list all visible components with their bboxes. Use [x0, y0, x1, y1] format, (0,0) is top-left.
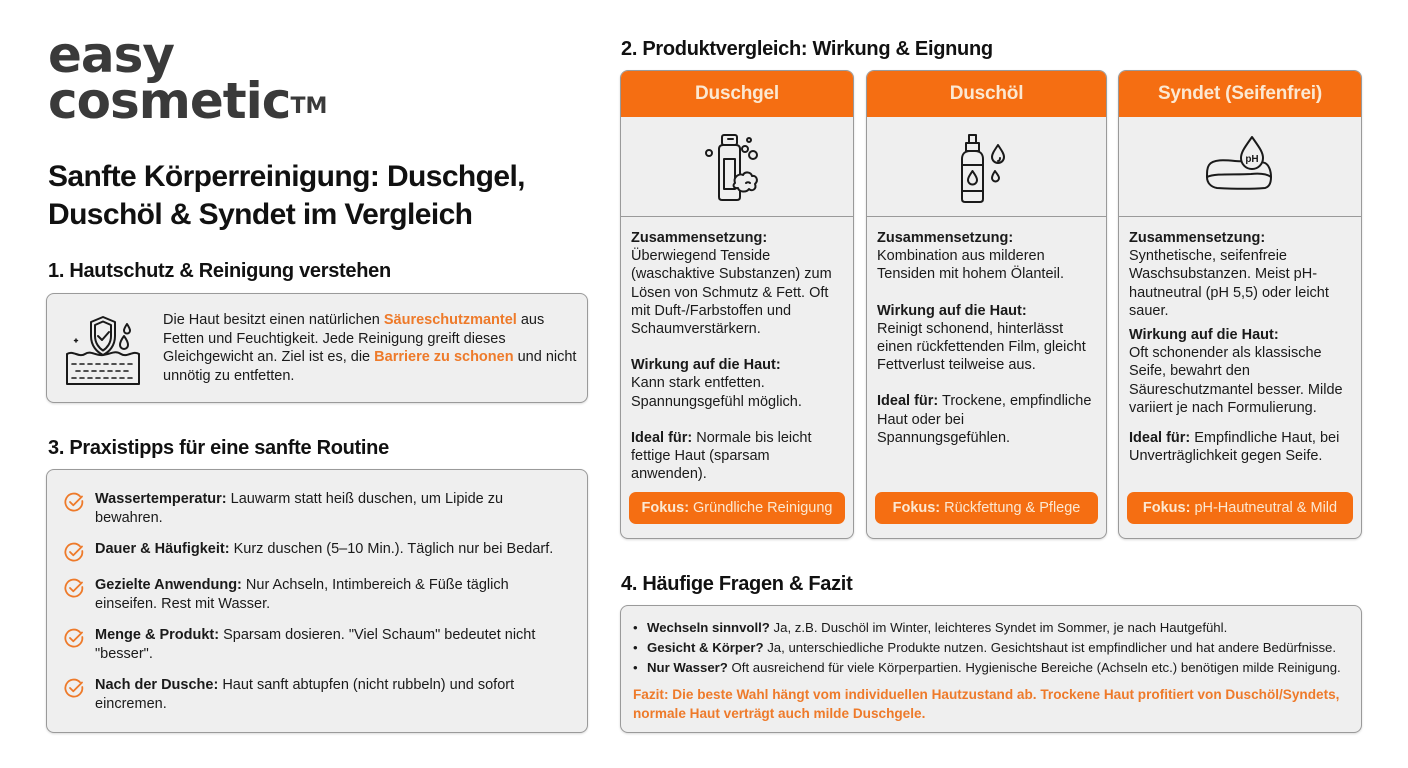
section-4-heading: 4. Häufige Fragen & Fazit — [621, 573, 853, 595]
composition-label: Zusammensetzung: — [877, 230, 1014, 246]
composition-label: Zusammensetzung: — [631, 230, 768, 246]
section-2-heading: 2. Produktvergleich: Wirkung & Eignung — [621, 38, 993, 60]
faq-list — [633, 618, 1351, 678]
faq-item: • Gesicht & Körper? Ja, unterschiedliche Produkte nutzen. Gesichtshaut ist empfindlicher und hat andere Bedürfnisse. — [633, 638, 1351, 658]
shower-gel-bottle-icon — [697, 127, 777, 207]
tip-item: Wassertemperatur: Lauwarm statt heiß duschen, um Lipide zu bewahren. — [63, 490, 567, 527]
composition-text: Kombination aus milderen Tensiden mit hohem Ölanteil. — [877, 248, 1064, 283]
card-title: Duschöl — [867, 71, 1106, 117]
shower-oil-bottle-icon — [952, 127, 1022, 207]
composition-text: Synthetische, seifenfreie Waschsubstanzen. Meist pH-hautneutral (pH 5,5) oder leicht sauer. — [1129, 248, 1329, 319]
bullet-icon: • — [633, 660, 638, 675]
tips-box — [46, 469, 588, 733]
svg-text:pH: pH — [1245, 153, 1259, 165]
tip-item: Menge & Produkt: Sparsam dosieren. "Viel Schaum" bedeutet nicht "besser". — [63, 626, 567, 663]
section-3-heading: 3. Praxistipps für eine sanfte Routine — [48, 437, 389, 459]
skin-protection-box — [46, 293, 588, 403]
focus-badge: Fokus: pH-Hautneutral & Mild — [1127, 492, 1353, 524]
page-title: Sanfte Körperreinigung: Duschgel, Duschöl & Syndet im Vergleich — [48, 160, 525, 231]
composition-text: Überwiegend Tenside (waschaktive Substanzen) zum Lösen von Schmutz & Fett. Oft mit Duft-/Farbstoffen und Schaumverstärkern. — [631, 248, 832, 338]
brand-line-1: easy — [48, 26, 175, 84]
highlight-barriere: Barriere zu schonen — [374, 349, 514, 365]
effect-label: Wirkung auf die Haut: — [877, 302, 1027, 319]
bullet-icon: • — [633, 620, 638, 635]
skin-protection-text: Die Haut besitzt einen natürlichen Säureschutzmantel aus Fetten und Feuchtigkeit. Jede Reinigung greift dieses Gleichgewicht an. Ziel ist es, die Barriere zu schonen und nicht unnötig zu entfetten. — [163, 312, 577, 384]
ideal-label: Ideal für: — [1129, 430, 1191, 447]
section-1-heading: 1. Hautschutz & Reinigung verstehen — [48, 260, 391, 282]
trademark-symbol: TM — [290, 94, 328, 119]
brand-logo — [48, 26, 328, 130]
check-circle-icon — [63, 577, 85, 599]
brand-line-2: cosmetic — [48, 72, 291, 130]
ideal-text: Normale bis leicht fettige Haut (sparsam anwenden). — [631, 429, 812, 483]
ph-soap-bar-icon — [1195, 127, 1285, 207]
effect-text: Oft schonender als klassische Seife, bewahrt den Säureschutzmantel besser. Milde variiert je nach Formulierung. — [1129, 345, 1343, 416]
ideal-text: Trockene, empfindliche Haut oder bei Spannungsgefühlen. — [877, 393, 1092, 446]
tip-item: Dauer & Häufigkeit: Kurz duschen (5–10 Min.). Täglich nur bei Bedarf. — [63, 540, 567, 563]
ideal-text: Empfindliche Haut, bei Unverträglichkeit gegen Seife. — [1129, 430, 1340, 465]
effect-label: Wirkung auf die Haut: — [631, 357, 781, 374]
ideal-label: Ideal für: — [877, 393, 939, 410]
effect-label: Wirkung auf die Haut: — [1129, 327, 1279, 344]
product-card-syndet — [1118, 70, 1362, 539]
check-circle-icon — [63, 677, 85, 699]
focus-badge: Fokus: Gründliche Reinigung — [629, 492, 845, 524]
focus-badge: Fokus: Rückfettung & Pflege — [875, 492, 1098, 524]
faq-item: • Wechseln sinnvoll? Ja, z.B. Duschöl im Winter, leichteres Syndet im Sommer, je nach Hautgefühl. — [633, 618, 1351, 638]
check-circle-icon — [63, 541, 85, 563]
faq-item: • Nur Wasser? Oft ausreichend für viele Körperpartien. Hygienische Bereiche (Achseln etc.) benötigen milde Reinigung. — [633, 658, 1351, 678]
composition-label: Zusammensetzung: — [1129, 230, 1266, 246]
bullet-icon: • — [633, 640, 638, 655]
tips-list — [63, 490, 567, 726]
faq-box — [620, 605, 1362, 733]
tip-item: Gezielte Anwendung: Nur Achseln, Intimbereich & Füße täglich einseifen. Rest mit Wasser. — [63, 576, 567, 613]
conclusion-text: Fazit: Die beste Wahl hängt vom individuellen Hautzustand ab. Trockene Haut profitiert von Duschöl/Syndets, normale Haut verträgt auch milde Duschgele. — [633, 687, 1340, 721]
ideal-label: Ideal für: — [631, 429, 693, 446]
highlight-saeureschutzmantel: Säureschutzmantel — [383, 312, 517, 328]
effect-text: Kann stark entfetten. Spannungsgefühl möglich. — [631, 375, 802, 410]
card-title: Syndet (Seifenfrei) — [1119, 71, 1361, 117]
tip-item: Nach der Dusche: Haut sanft abtupfen (nicht rubbeln) und sofort eincremen. — [63, 676, 567, 713]
product-card-duschgel — [620, 70, 854, 539]
effect-text: Reinigt schonend, hinterlässt einen rückfettenden Film, gleicht Fettverlust teilweise aus. — [877, 320, 1086, 374]
product-card-duschoel — [866, 70, 1107, 539]
card-title: Duschgel — [621, 71, 853, 117]
skin-shield-icon — [61, 308, 145, 392]
check-circle-icon — [63, 627, 85, 649]
check-circle-icon — [63, 491, 85, 513]
